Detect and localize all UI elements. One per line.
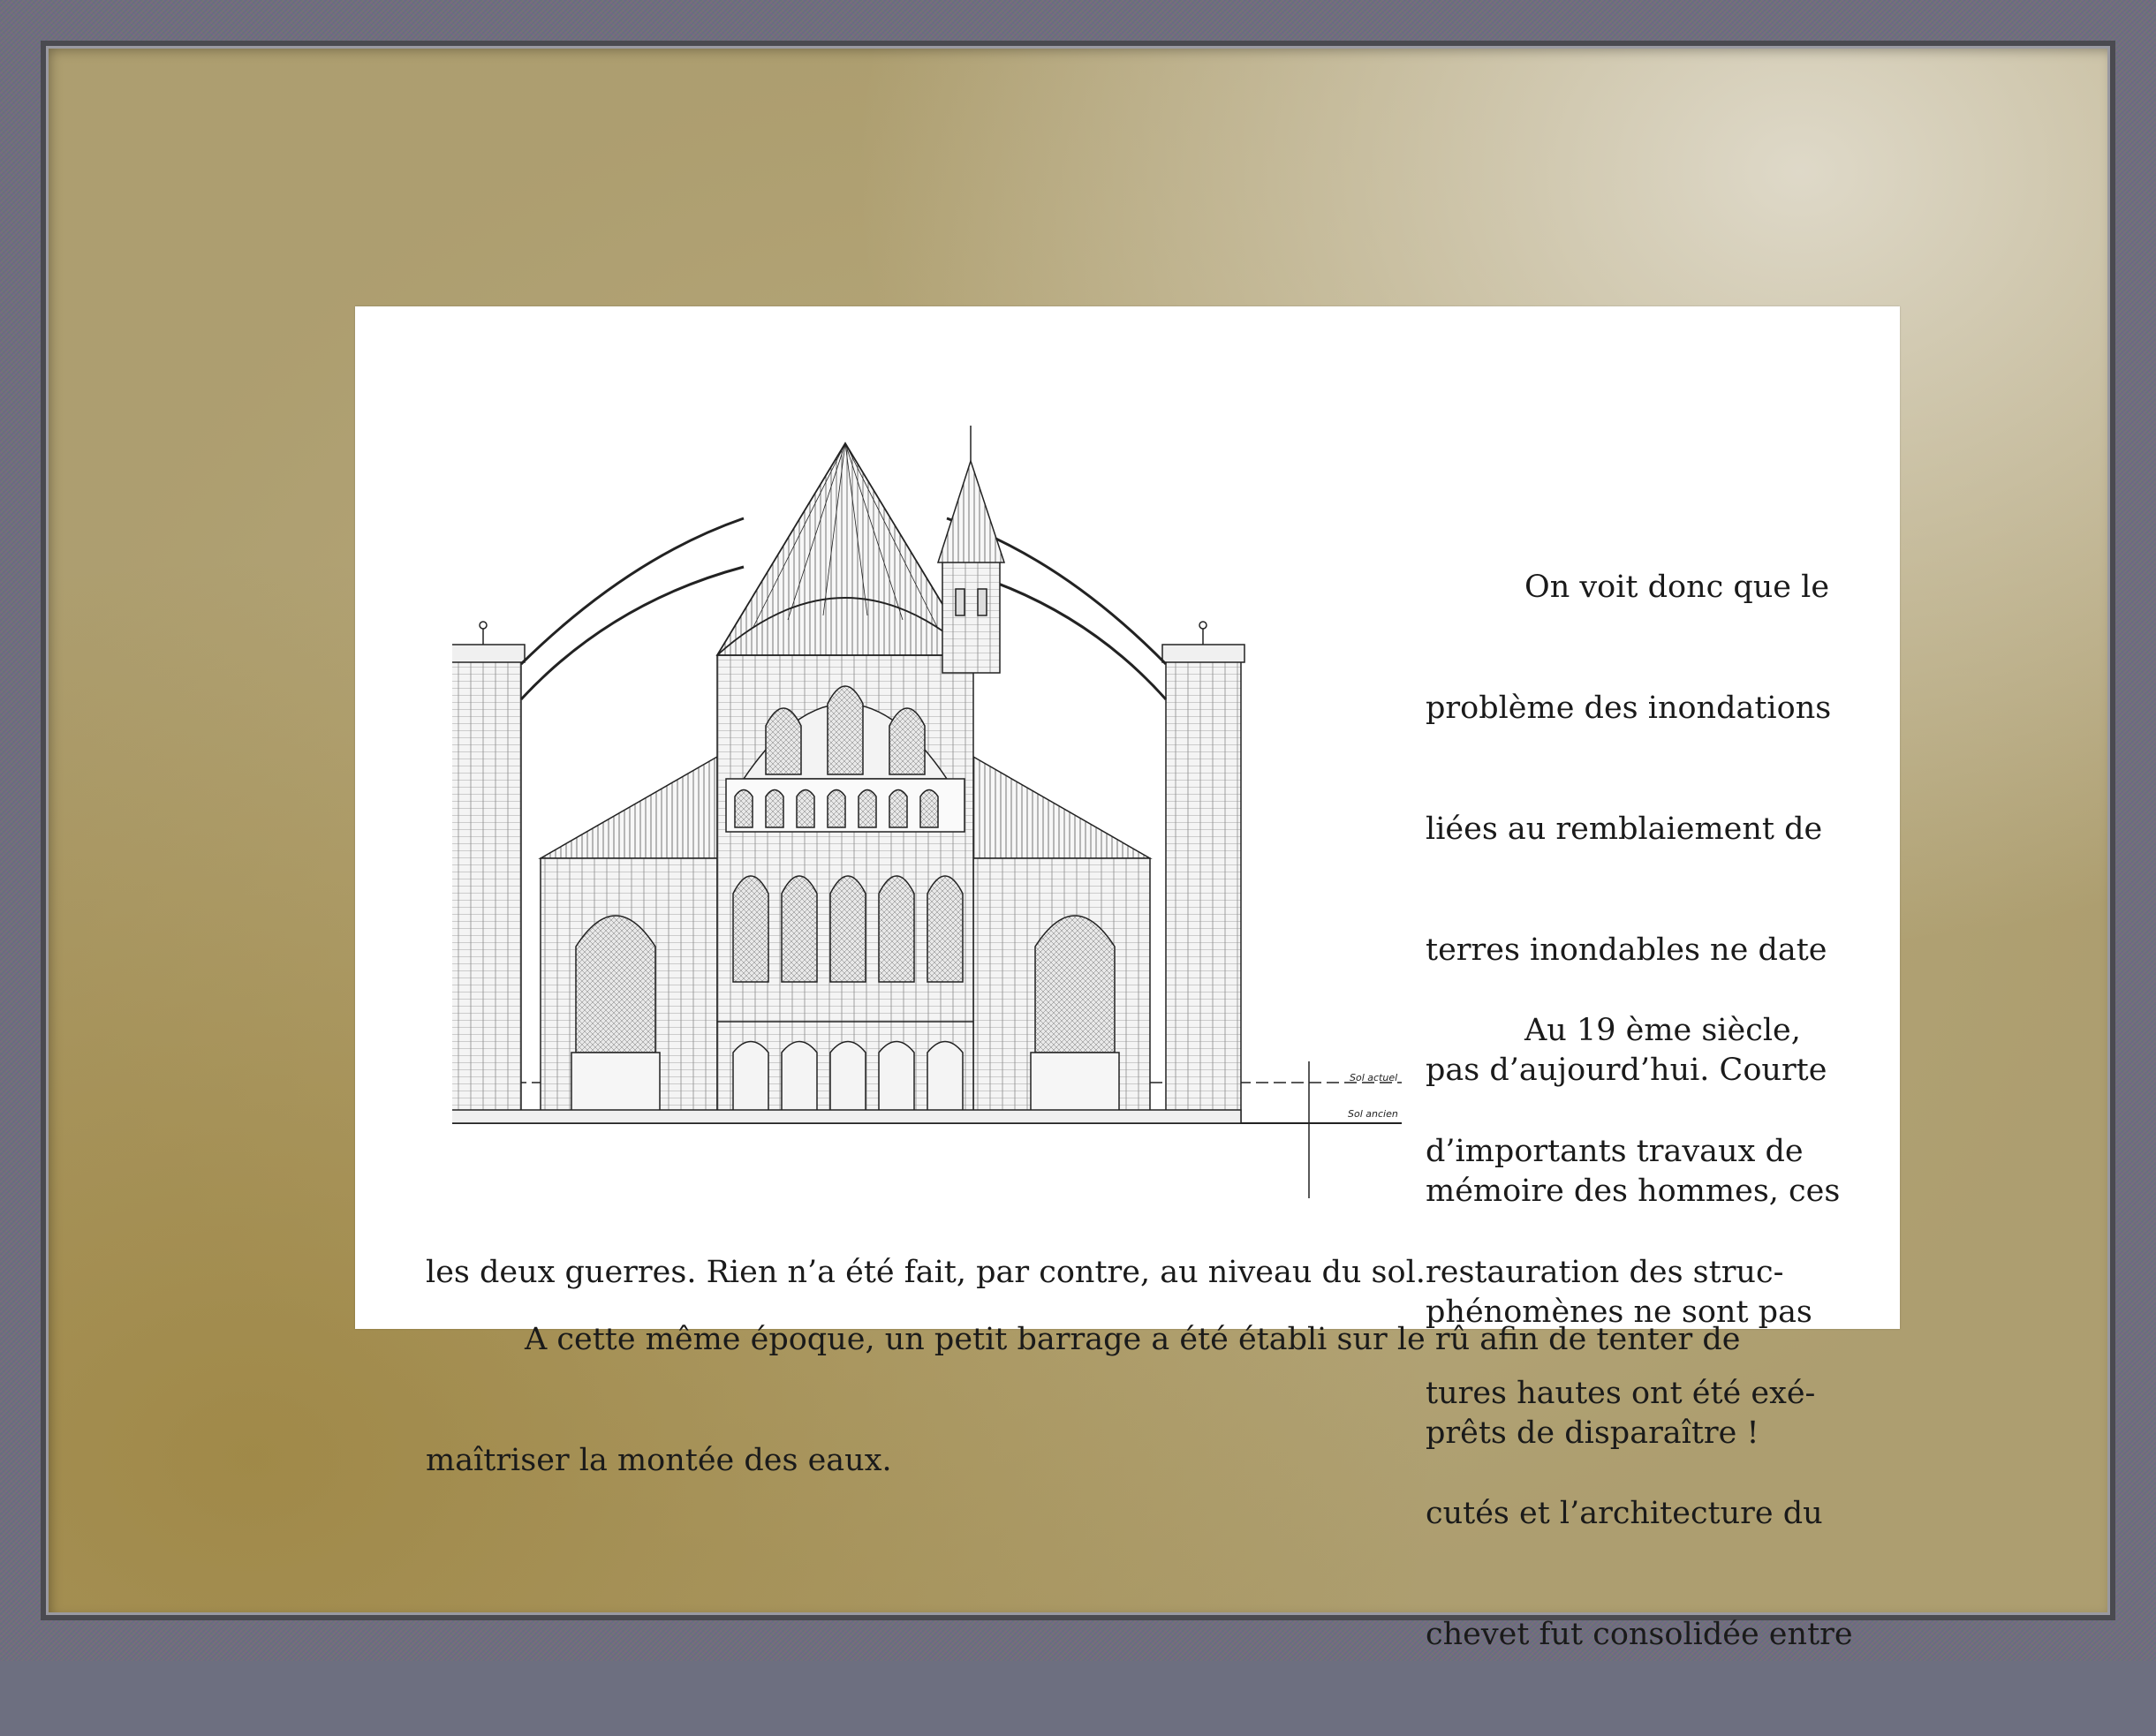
main-roof — [717, 443, 973, 655]
paragraph-2-line: cutés et l’architecture du — [1426, 1496, 1823, 1532]
document-card — [355, 306, 1900, 1653]
paragraph-3-line: maîtriser la montée des eaux. — [426, 1442, 892, 1478]
turret — [938, 426, 1004, 673]
left-aisle — [541, 858, 717, 1123]
paragraph-3 — [426, 1240, 1740, 1562]
plinth — [452, 1110, 1241, 1123]
sol-ancien-label: Sol ancien — [1348, 1108, 1398, 1120]
nave-body — [717, 655, 973, 1123]
paragraph-1-line: mémoire des hommes, ces — [1426, 1174, 1841, 1210]
paragraph-1-line: problème des inondations — [1426, 690, 1832, 726]
paragraph-1-line: pas d’aujourd’hui. Courte — [1426, 1053, 1827, 1089]
left-buttress — [452, 622, 525, 1123]
paragraph-2-line: chevet fut consolidée entre — [1426, 1617, 1853, 1653]
sol-actuel-label: Sol actuel — [1350, 1072, 1398, 1083]
paragraph-1-line: On voit donc que le — [1524, 570, 1830, 606]
paragraph-1-line: liées au remblaiement de — [1426, 811, 1823, 847]
paragraph-2-line: tures hautes ont été exé- — [1426, 1375, 1816, 1411]
paragraph-1-line: terres inondables ne date — [1426, 932, 1827, 968]
paragraph-2-line: restauration des struc- — [1426, 1254, 1784, 1290]
paragraph-1-line: prêts de disparaître ! — [1426, 1415, 1759, 1451]
paragraph-2-line: d’importants travaux de — [1426, 1133, 1804, 1169]
paragraph-2-line: les deux guerres. Rien n’a été fait, par contre, au niveau du sol. — [426, 1255, 1426, 1291]
right-aisle — [973, 858, 1150, 1123]
paragraph-1-line: phénomènes ne sont pas — [1426, 1294, 1812, 1330]
paragraph-2-line: Au 19 ème siècle, — [1524, 1013, 1801, 1049]
paragraph-3-line: A cette même époque, un petit barrage a été établi sur le rû afin de tenter de — [525, 1322, 1741, 1358]
right-buttress — [1162, 622, 1244, 1123]
